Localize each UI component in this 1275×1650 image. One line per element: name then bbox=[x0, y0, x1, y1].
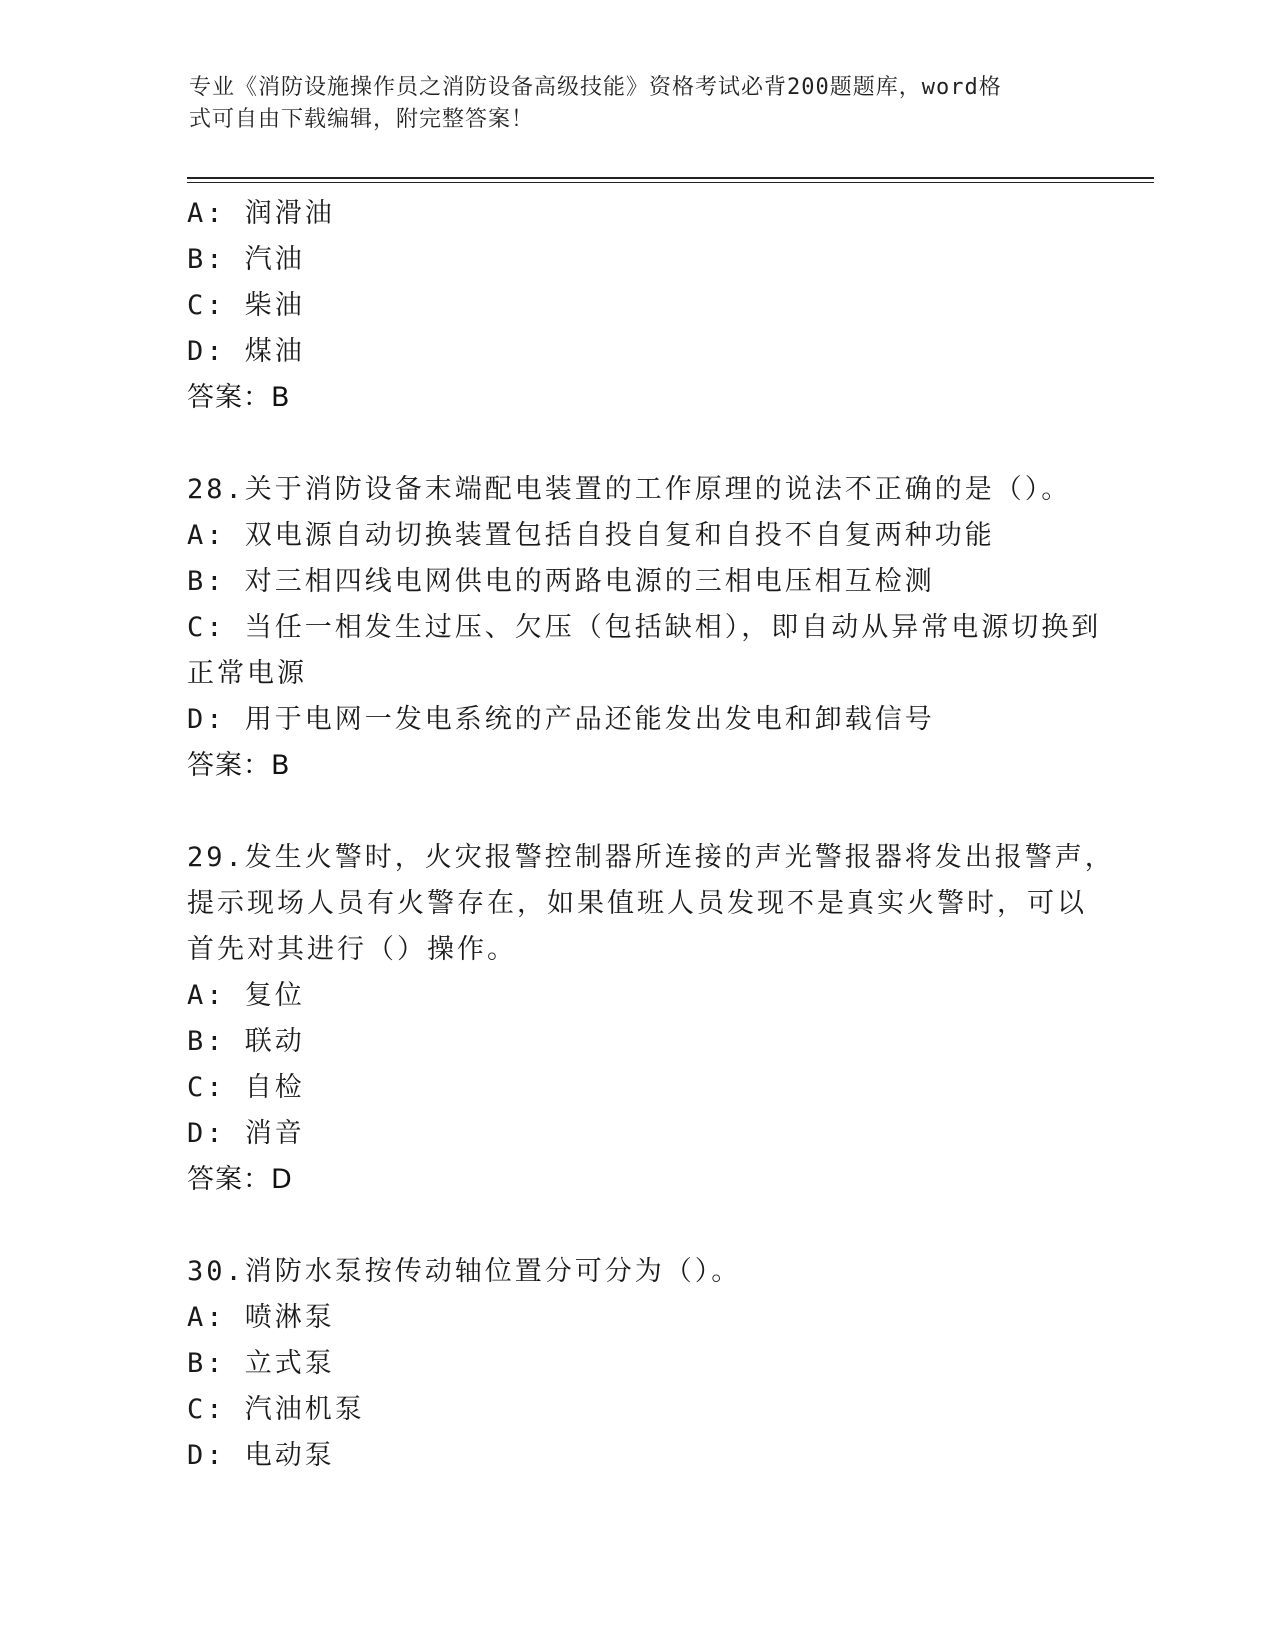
question-27 bbox=[187, 191, 1087, 421]
question-30 bbox=[187, 1249, 1087, 1479]
question-text: 30.消防水泵按传动轴位置分可分为（）。 bbox=[187, 1256, 742, 1287]
option-d: D: 煤油 bbox=[187, 336, 305, 367]
answer-line: 答案：D bbox=[187, 1164, 293, 1195]
option-d: D: 消音 bbox=[187, 1118, 305, 1149]
option-c: C: 自检 bbox=[187, 1072, 305, 1103]
spacer bbox=[187, 1203, 1087, 1249]
header-line-1: 专业《消防设施操作员之消防设备高级技能》资格考试必背200题题库，word格 bbox=[189, 75, 1002, 100]
option-a: A: 双电源自动切换装置包括自投自复和自投不自复两种功能 bbox=[187, 520, 995, 551]
question-text-line-2: 提示现场人员有火警存在，如果值班人员发现不是真实火警时，可以 bbox=[187, 888, 1087, 919]
question-text-line-3: 首先对其进行（）操作。 bbox=[187, 934, 517, 965]
spacer bbox=[187, 421, 1087, 467]
option-c-continued: 正常电源 bbox=[187, 658, 307, 689]
answer-line: 答案：B bbox=[187, 750, 291, 781]
option-b: B: 立式泵 bbox=[187, 1348, 335, 1379]
option-b: B: 联动 bbox=[187, 1026, 305, 1057]
question-text-line-1: 29.发生火警时，火灾报警控制器所连接的声光警报器将发出报警声， bbox=[187, 842, 1115, 873]
option-a: A: 复位 bbox=[187, 980, 305, 1011]
option-c: C: 汽油机泵 bbox=[187, 1394, 365, 1425]
question-28 bbox=[187, 467, 1102, 789]
header-divider-thick bbox=[187, 177, 1154, 179]
question-text: 28.关于消防设备末端配电装置的工作原理的说法不正确的是（）。 bbox=[187, 474, 1072, 505]
option-c: C: 当任一相发生过压、欠压（包括缺相），即自动从异常电源切换到 bbox=[187, 612, 1102, 643]
header-line-2: 式可自由下载编辑，附完整答案！ bbox=[189, 107, 535, 132]
option-c: C: 柴油 bbox=[187, 290, 305, 321]
answer-line: 答案：B bbox=[187, 382, 291, 413]
document-header bbox=[189, 72, 1069, 136]
spacer bbox=[187, 789, 1087, 835]
option-d: D: 用于电网一发电系统的产品还能发出发电和卸载信号 bbox=[187, 704, 935, 735]
option-d: D: 电动泵 bbox=[187, 1440, 335, 1471]
option-a: A: 润滑油 bbox=[187, 198, 335, 229]
question-list bbox=[187, 191, 1115, 1479]
header-divider-thin bbox=[187, 182, 1154, 183]
option-a: A: 喷淋泵 bbox=[187, 1302, 335, 1333]
option-b: B: 汽油 bbox=[187, 244, 305, 275]
question-29 bbox=[187, 835, 1115, 1203]
option-b: B: 对三相四线电网供电的两路电源的三相电压相互检测 bbox=[187, 566, 935, 597]
